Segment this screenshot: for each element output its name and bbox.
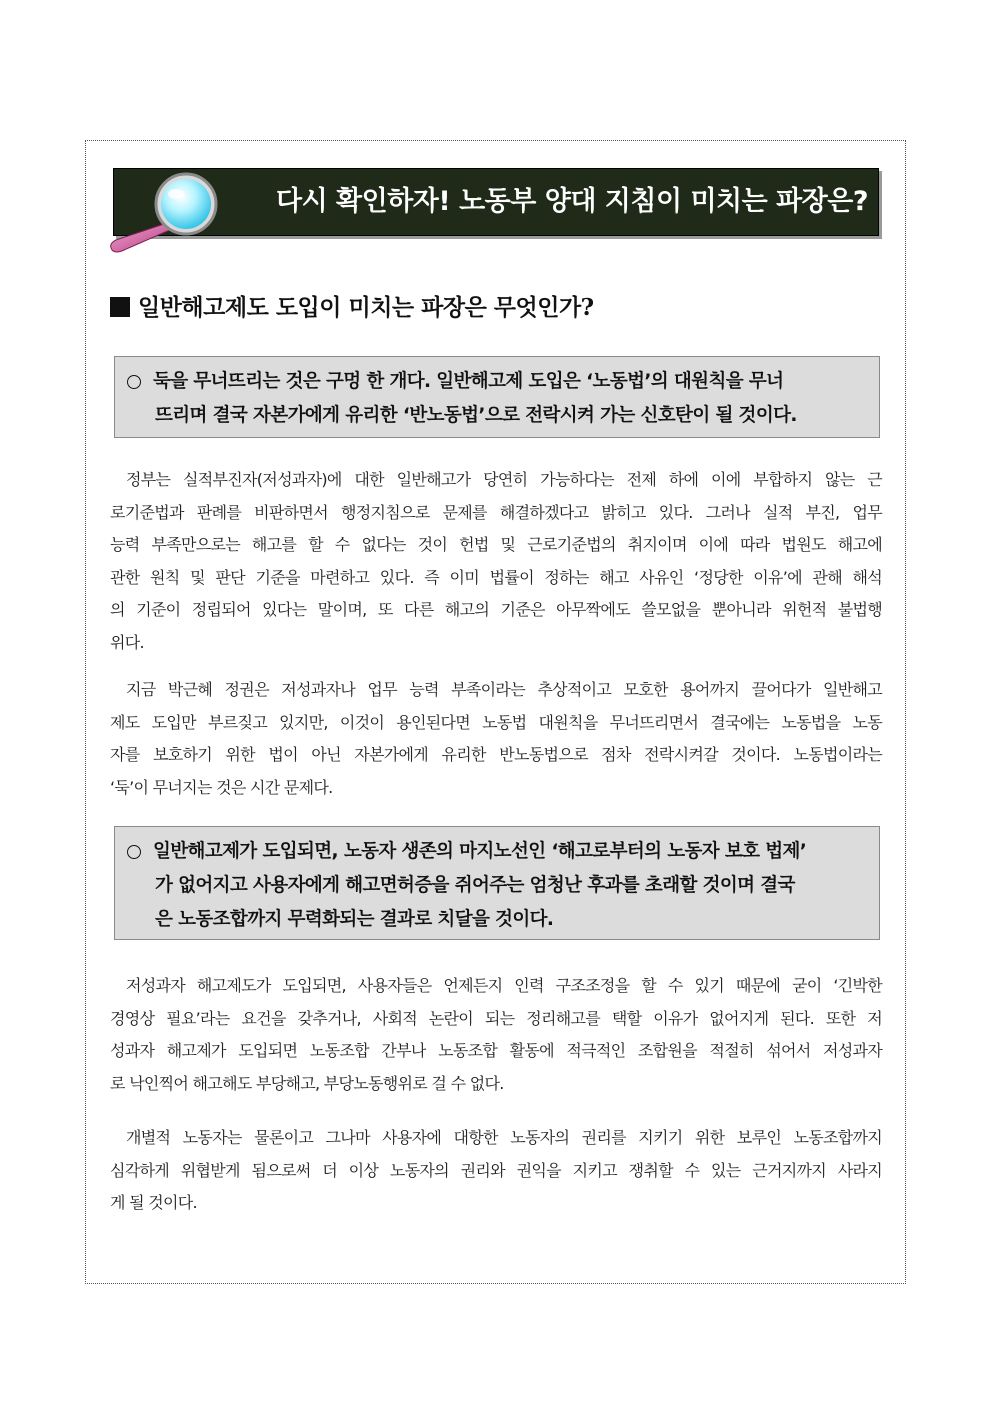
callout-line: 둑을 무너뜨리는 것은 구멍 한 개다. 일반해고제 도입은 ‘노동법’의 대원칙을 무너 <box>153 371 784 392</box>
paragraph-line: 개별적 노동자는 물론이고 그나마 사용자에 대항한 노동자의 권리를 지키기 위한 보루인 노동조합까지 <box>126 1128 882 1147</box>
paragraph-line: 로 낙인찍어 해고해도 부당해고, 부당노동행위로 걸 수 없다. <box>110 1073 504 1093</box>
body-paragraph <box>110 464 882 659</box>
paragraph-line: 자를 보호하기 위한 법이 아닌 자본가에게 유리한 반노동법으로 점차 전락시켜갈 것이다. 노동법이라는 <box>110 745 882 764</box>
paragraph-line: ‘둑’이 무너지는 것은 시간 문제다. <box>110 777 333 797</box>
paragraph-line: 게 될 것이다. <box>110 1193 197 1212</box>
callout-line: 일반해고제가 도입되면, 노동자 생존의 마지노선인 ‘해고로부터의 노동자 보호 법제’ <box>153 841 807 862</box>
callout-line: 뜨리며 결국 자본가에게 유리한 ‘반노동법’으로 전락시켜 가는 신호탄이 될 것이다. <box>155 405 797 426</box>
body-paragraph <box>110 674 882 804</box>
paragraph-line: 위다. <box>110 632 144 652</box>
callout-line: 은 노동조합까지 무력화되는 결과로 치달을 것이다. <box>155 909 554 930</box>
section-heading-text: 일반해고제도 도입이 미치는 파장은 무엇인가? <box>138 294 594 321</box>
paragraph-line: 의 기준이 정립되어 있다는 말이며, 또 다른 해고의 기준은 아무짝에도 쓸모없을 뿐아니라 위헌적 불법행 <box>110 600 882 619</box>
circle-bullet-icon <box>127 845 141 859</box>
paragraph-line: 경영상 필요’라는 요건을 갖추거나, 사회적 논란이 되는 정리해고를 택할 이유가 없어지게 된다. 또한 저 <box>110 1008 882 1028</box>
callout-box <box>114 826 880 940</box>
square-bullet-icon <box>110 297 130 317</box>
paragraph-line: 관한 원칙 및 판단 기준을 마련하고 있다. 즉 이미 법률이 정하는 해고 사유인 ‘정당한 이유’에 관해 해석 <box>110 567 882 587</box>
body-paragraph <box>110 1122 882 1220</box>
paragraph-line: 저성과자 해고제도가 도입되면, 사용자들은 언제든지 인력 구조조정을 할 수 있기 때문에 굳이 ‘긴박한 <box>126 976 882 995</box>
body-paragraph <box>110 970 882 1100</box>
circle-bullet-icon <box>127 375 141 389</box>
magnifier-icon <box>106 170 226 256</box>
paragraph-line: 심각하게 위협받게 됨으로써 더 이상 노동자의 권리와 권익을 지키고 쟁취할 수 있는 근거지까지 사라지 <box>110 1160 882 1180</box>
paragraph-line: 성과자 해고제가 도입되면 노동조합 간부나 노동조합 활동에 적극적인 조합원을 적절히 섞어서 저성과자 <box>110 1041 882 1060</box>
banner-title: 다시 확인하자! 노동부 양대 지침이 미치는 파장은? <box>275 186 868 217</box>
paragraph-line: 정부는 실적부진자(저성과자)에 대한 일반해고가 당연히 가능하다는 전제 하에 이에 부합하지 않는 근 <box>126 470 882 489</box>
paragraph-line: 로기준법과 판례를 비판하면서 행정지침으로 문제를 해결하겠다고 밝히고 있다. 그러나 실적 부진, 업무 <box>110 502 882 522</box>
section-heading <box>110 290 880 326</box>
paragraph-line: 제도 도입만 부르짖고 있지만, 이것이 용인된다면 노동법 대원칙을 무너뜨리면서 결국에는 노동법을 노동 <box>110 712 882 732</box>
callout-box <box>114 356 880 438</box>
callout-line: 가 없어지고 사용자에게 해고면허증을 쥐어주는 엄청난 후과를 초래할 것이며 결국 <box>155 875 795 896</box>
paragraph-line: 지금 박근혜 정권은 저성과자나 업무 능력 부족이라는 추상적이고 모호한 용어까지 끌어다가 일반해고 <box>126 680 882 699</box>
paragraph-line: 능력 부족만으로는 해고를 할 수 없다는 것이 헌법 및 근로기준법의 취지이며 이에 따라 법원도 해고에 <box>110 535 882 554</box>
